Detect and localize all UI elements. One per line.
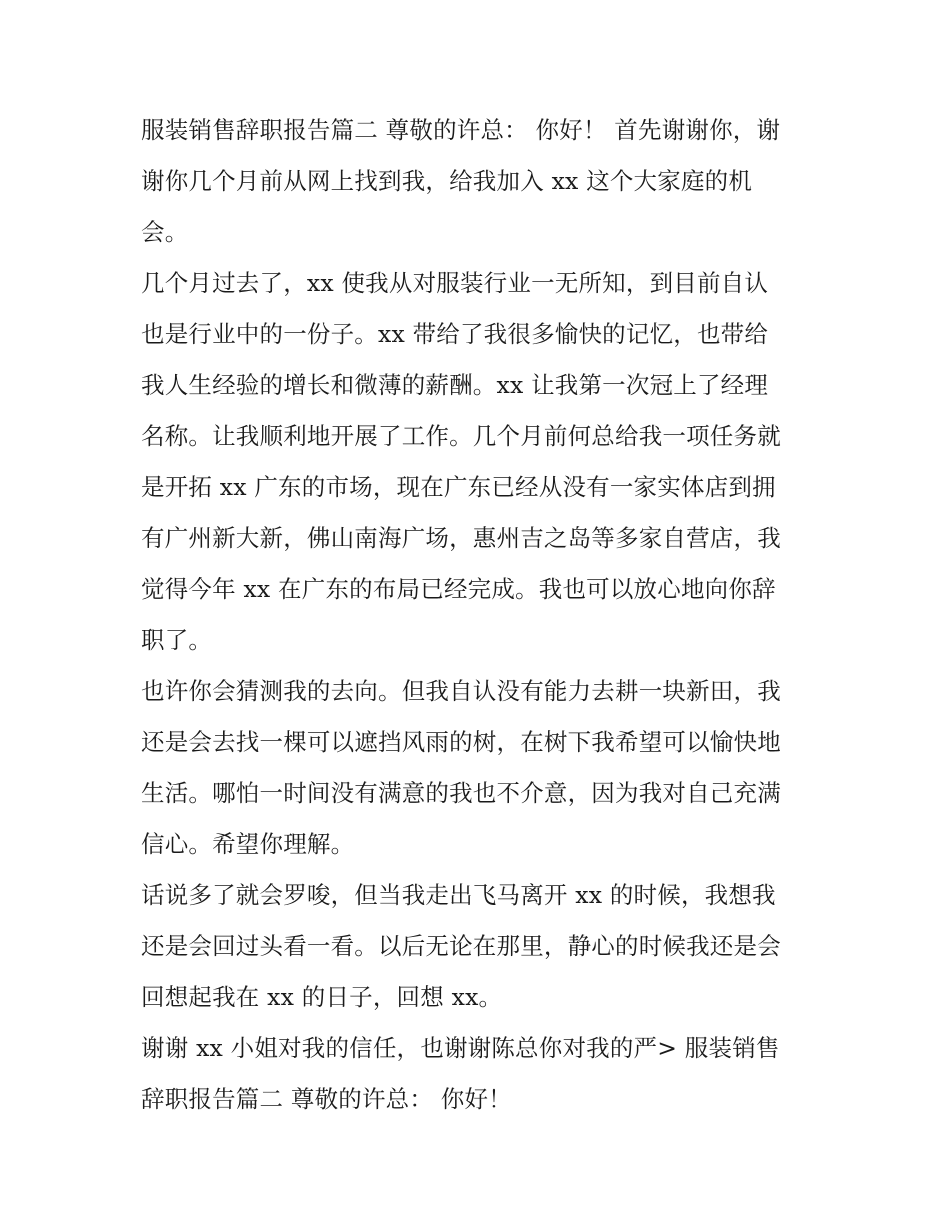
text-line: 职了。 [141, 626, 213, 654]
text-line: 话说多了就会罗唆，但当我走出飞马离开 xx 的时候，我想我 [141, 881, 776, 909]
text-line: 还是会回过头看一看。以后无论在那里，静心的时候我还是会 [141, 932, 781, 960]
text-line: 辞职报告篇二 尊敬的许总： 你好！ [141, 1085, 512, 1113]
text-line: 还是会去找一棵可以遮挡风雨的树，在树下我希望可以愉快地 [141, 728, 781, 756]
text-line: 回想起我在 xx 的日子，回想 xx。 [141, 983, 503, 1011]
text-line: 会。 [141, 218, 189, 246]
text-line: 服装销售辞职报告篇二 尊敬的许总： 你好！ 首先谢谢你，谢 [141, 116, 781, 144]
text-line: 也是行业中的一份子。xx 带给了我很多愉快的记忆，也带给 [141, 320, 769, 348]
text-line: 生活。哪怕一时间没有满意的我也不介意，因为我对自己充满 [141, 779, 781, 807]
text-line: 谢谢 xx 小姐对我的信任，也谢谢陈总你对我的严> 服装销售 [141, 1034, 780, 1062]
text-line: 谢你几个月前从网上找到我，给我加入 xx 这个大家庭的机 [141, 167, 753, 195]
text-line: 有广州新大新，佛山南海广场，惠州吉之岛等多家自营店，我 [141, 524, 781, 552]
text-line: 是开拓 xx 广东的市场，现在广东已经从没有一家实体店到拥 [141, 473, 776, 501]
text-line: 觉得今年 xx 在广东的布局已经完成。我也可以放心地向你辞 [141, 575, 776, 603]
text-line: 几个月过去了，xx 使我从对服装行业一无所知，到目前自认 [141, 269, 769, 297]
text-line: 也许你会猜测我的去向。但我自认没有能力去耕一块新田，我 [141, 677, 781, 705]
text-line: 信心。希望你理解。 [141, 830, 355, 858]
text-line: 名称。让我顺利地开展了工作。几个月前何总给我一项任务就 [141, 422, 781, 450]
text-line: 我人生经验的增长和微薄的薪酬。xx 让我第一次冠上了经理 [141, 371, 769, 399]
document-body [141, 107, 821, 1127]
